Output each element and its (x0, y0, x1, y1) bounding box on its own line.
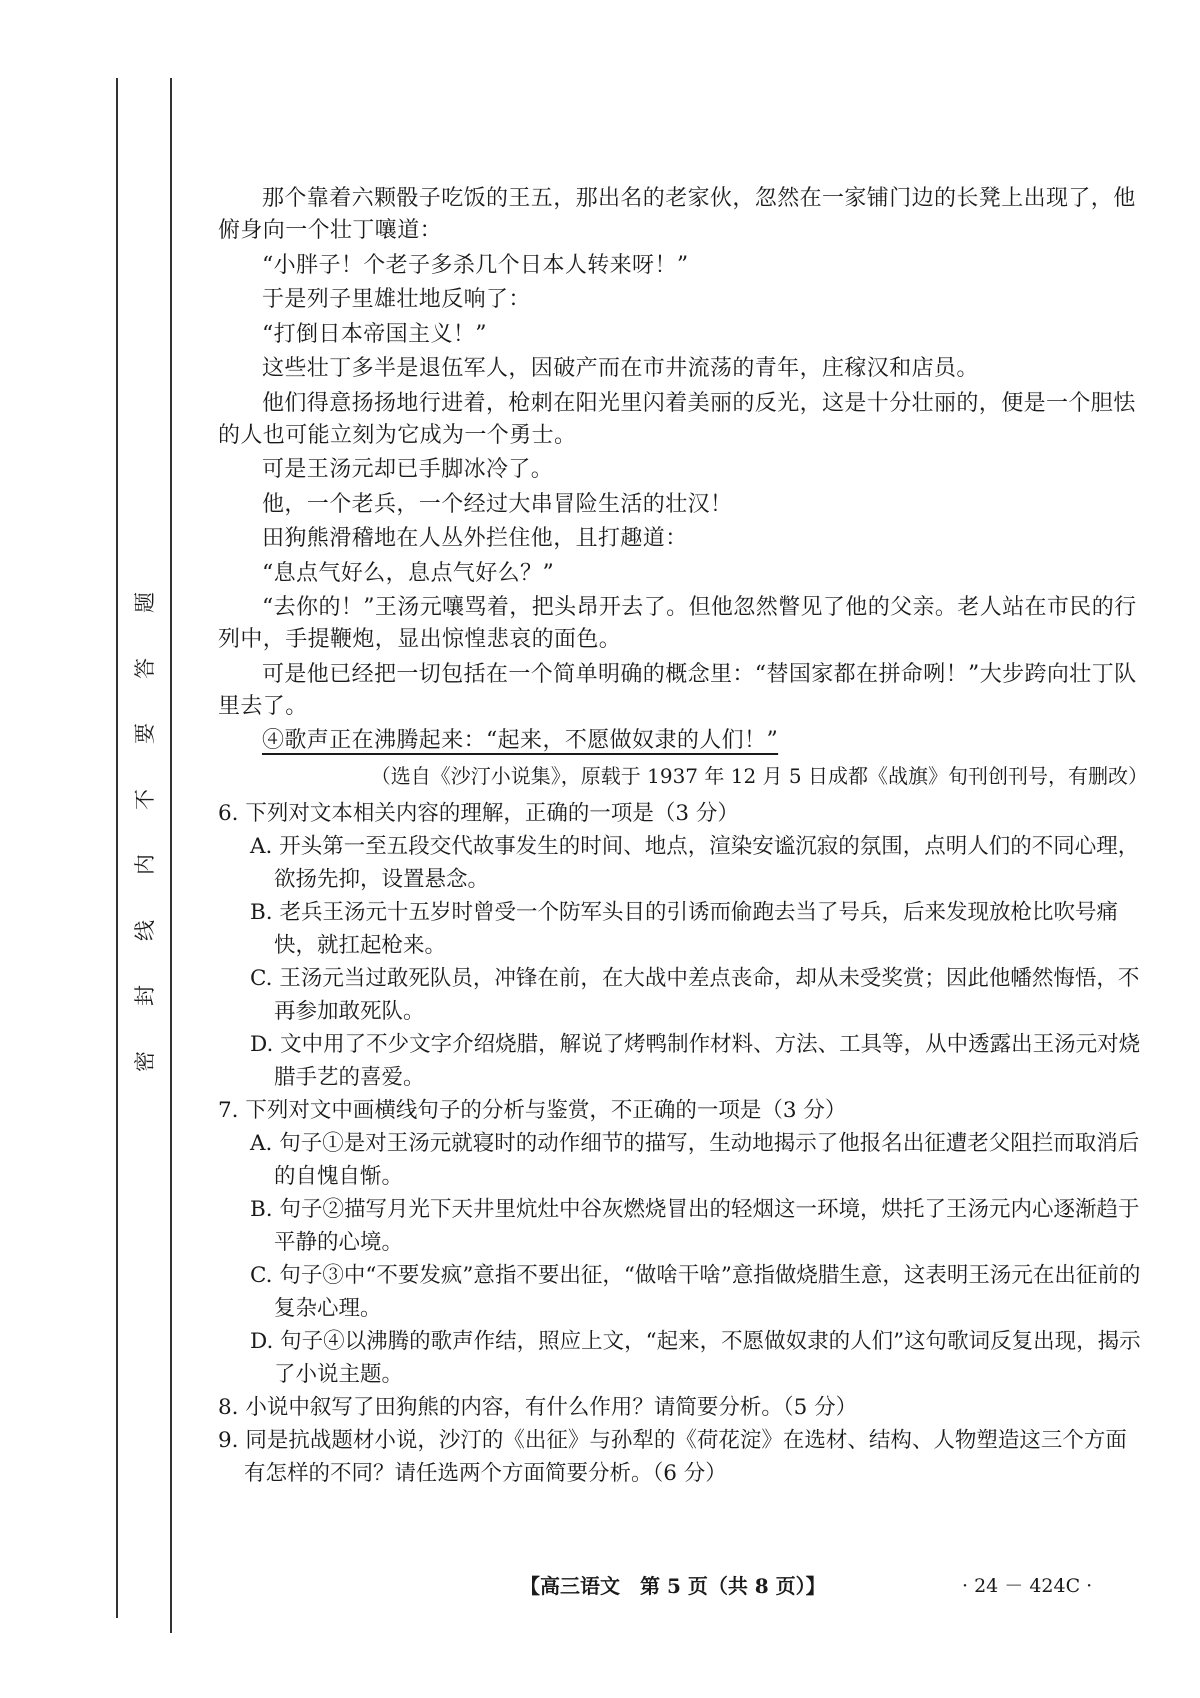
binding-char: 密 (132, 1050, 157, 1072)
question-stem: 7. 下列对文中画横线句子的分析与鉴赏，不正确的一项是（3 分） (218, 1098, 847, 1123)
story-paragraph: 那个靠着六颗骰子吃饭的王五，那出名的老家伙，忽然在一家铺门边的长凳上出现了，他俯身向一个壮丁嚷道： (218, 186, 1136, 243)
source-note: （选自《沙汀小说集》，原载于 1937 年 12 月 5 日成都《战旗》旬刊创刊号，有删改） (370, 764, 1148, 788)
underlined-sentence-4: ④歌声正在沸腾起来：“起来，不愿做奴隶的人们！” (262, 728, 779, 753)
page-footer-title: 【高三语文 第 5 页（共 8 页）】 (520, 1574, 826, 1598)
question-stem: 6. 下列对文本相关内容的理解，正确的一项是（3 分） (218, 801, 739, 826)
questions-section (218, 797, 1148, 1490)
story-paragraph: “打倒日本帝国主义！” (262, 321, 487, 347)
page-footer-code: · 24 － 424C · (962, 1575, 1093, 1597)
question-option: A. 句子①是对王汤元就寝时的动作细节的描写，生动地揭示了他报名出征遭老父阻拦而取消后的自愧自惭。 (250, 1131, 1140, 1189)
question-stem: 8. 小说中叙写了田狗熊的内容，有什么作用？请简要分析。（5 分） (218, 1395, 858, 1420)
binding-char: 封 (132, 985, 157, 1007)
binding-char: 要 (132, 723, 157, 745)
story-paragraph: 可是他已经把一切包括在一个简单明确的概念里：“替国家都在拼命咧！”大步跨向壮丁队里去了。 (218, 661, 1137, 719)
story-paragraph: 于是列子里雄壮地反响了： (262, 287, 531, 312)
story-paragraph: 田狗熊滑稽地在人丛外拦住他，且打趣道： (262, 526, 688, 551)
binding-char: 线 (132, 919, 157, 941)
binding-char: 答 (132, 657, 157, 679)
story-paragraph: 这些壮丁多半是退伍军人，因破产而在市井流荡的青年，庄稼汉和店员。 (262, 356, 979, 381)
binding-char: 内 (132, 854, 157, 876)
question-option: C. 句子③中“不要发疯”意指不要出征，“做啥干啥”意指做烧腊生意，这表明王汤元在出征前的复杂心理。 (250, 1263, 1141, 1321)
story-paragraph: 他，一个老兵，一个经过大串冒险生活的壮汉！ (262, 491, 733, 517)
story-text (218, 183, 1148, 1490)
story-paragraph: “去你的！”王汤元嚷骂着，把头昂开去了。但他忽然瞥见了他的父亲。老人站在市民的行列中，手提鞭炮，显出惊惶悲哀的面色。 (218, 595, 1137, 652)
story-paragraph: “息点气好么，息点气好么？” (262, 560, 555, 586)
binding-margin-notice (128, 592, 162, 1072)
question-option: B. 老兵王汤元十五岁时曾受一个防军头目的引诱而偷跑去当了号兵，后来发现放枪比吹号痛快，就扛起枪来。 (250, 900, 1118, 958)
binding-line-outer (116, 78, 118, 1618)
binding-char: 不 (132, 788, 157, 810)
question-option: A. 开头第一至五段交代故事发生的时间、地点，渲染安谧沉寂的氛围，点明人们的不同心理，欲扬先抑，设置悬念。 (250, 834, 1140, 892)
question-option: D. 文中用了不少文字介绍烧腊，解说了烤鸭制作材料、方法、工具等，从中透露出王汤元对烧腊手艺的喜爱。 (250, 1032, 1141, 1090)
question-option: D. 句子④以沸腾的歌声作结，照应上文，“起来，不愿做奴隶的人们”这句歌词反复出现，揭示了小说主题。 (250, 1329, 1141, 1387)
binding-char: 题 (132, 592, 157, 613)
question-option: B. 句子②描写月光下天井里炕灶中谷灰燃烧冒出的轻烟这一环境，烘托了王汤元内心逐渐趋于平静的心境。 (250, 1197, 1140, 1255)
story-paragraph: 他们得意扬扬地行进着，枪刺在阳光里闪着美丽的反光，这是十分壮丽的，便是一个胆怯的人也可能立刻为它成为一个勇士。 (218, 390, 1136, 448)
story-paragraph: 可是王汤元却已手脚冰冷了。 (262, 457, 554, 482)
story-paragraph: “小胖子！个老子多杀几个日本人转来呀！” (262, 252, 689, 278)
question-option: C. 王汤元当过敢死队员，冲锋在前，在大战中差点丧命，却从未受奖赏；因此他幡然悔悟，不再参加敢死队。 (250, 966, 1140, 1024)
binding-line-inner (170, 78, 172, 1633)
question-stem: 9. 同是抗战题材小说，沙汀的《出征》与孙犁的《荷花淀》在选材、结构、人物塑造这三个方面有怎样的不同？请任选两个方面简要分析。（6 分） (218, 1428, 1127, 1486)
